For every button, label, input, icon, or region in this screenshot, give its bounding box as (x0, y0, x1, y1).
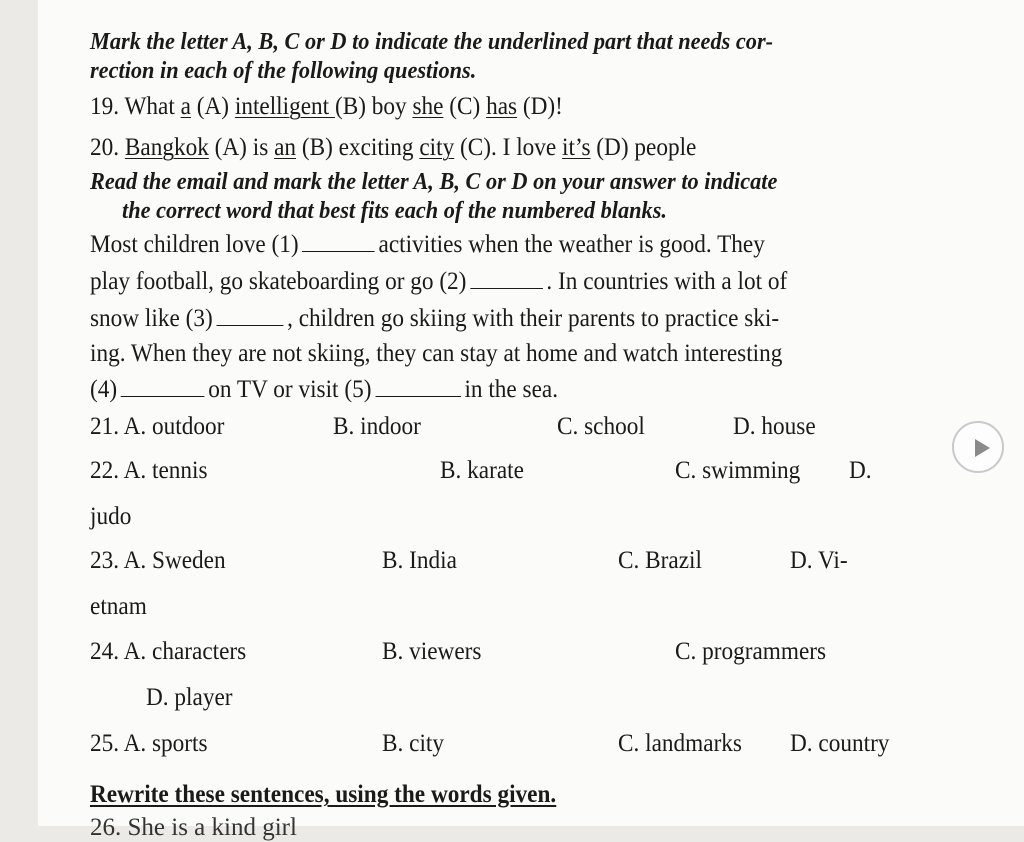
rewrite-heading: Rewrite these sentences, using the words given. (90, 781, 557, 808)
q24-option-c: C. programmers (675, 638, 827, 665)
q23-option-d-wrap: etnam (90, 593, 147, 620)
q25-option-a: 25. A. sports (90, 730, 208, 757)
q21-option-a: 21. A. outdoor (90, 413, 225, 440)
q20-option-b: an (274, 134, 297, 161)
instruction-part2-line1: Read the email and mark the letter A, B, C or D on your answer to indicate (90, 169, 778, 195)
instruction-part1-line1: Mark the letter A, B, C or D to indicate the underlined part that needs cor- (90, 29, 774, 55)
q22-option-b: B. karate (440, 457, 524, 484)
blank-5 (375, 376, 461, 397)
q25-option-c: C. landmarks (618, 730, 742, 757)
blank-3 (216, 305, 283, 326)
q22-option-a: 22. A. tennis (90, 457, 208, 484)
q22-option-d: D. (849, 457, 872, 484)
question-20: 20. Bangkok (A) is an (B) exciting city (C). I love it’s (D) people (90, 134, 697, 161)
q24-option-b: B. viewers (382, 638, 482, 665)
q19-option-a: a (180, 93, 191, 120)
instruction-part2-line2: the correct word that best fits each of the numbered blanks. (122, 198, 667, 224)
question-19: 19. What a (A) intelligent (B) boy she (C) has (D)! (90, 93, 563, 120)
passage-line-5: (4) on TV or visit (5) in the sea. (90, 376, 559, 403)
q21-option-d: D. house (733, 413, 816, 440)
q23-option-a: 23. A. Sweden (90, 547, 226, 574)
q22-option-d-wrap: judo (90, 503, 132, 530)
passage-line-4: ing. When they are not skiing, they can stay at home and watch interesting (90, 340, 783, 367)
passage-line-1: Most children love (1) activities when the weather is good. They (90, 231, 765, 258)
q21-option-c: C. school (557, 413, 645, 440)
q24-option-d: D. player (146, 684, 233, 711)
q22-option-c: C. swimming (675, 457, 801, 484)
q23-option-c: C. Brazil (618, 547, 702, 574)
q19-option-b: intelligent (234, 93, 335, 120)
q20-option-c: city (419, 134, 455, 161)
q25-option-d: D. country (790, 730, 890, 757)
blank-4 (121, 376, 205, 397)
q20-option-d: it’s (562, 134, 591, 161)
blank-2 (470, 268, 543, 289)
instruction-part1-line2: rection in each of the following questions. (90, 58, 477, 84)
cutoff-line: 26. She is a kind girl (90, 814, 297, 841)
q23-option-b: B. India (382, 547, 457, 574)
q21-option-b: B. indoor (333, 413, 421, 440)
q19-option-c: she (412, 93, 444, 120)
passage-line-3: snow like (3) , children go skiing with their parents to practice ski- (90, 305, 780, 332)
q20-option-a: Bangkok (124, 134, 209, 161)
q25-option-b: B. city (382, 730, 445, 757)
q19-option-d: has (486, 93, 518, 120)
q23-option-d: D. Vi- (790, 547, 848, 574)
q24-option-a: 24. A. characters (90, 638, 247, 665)
play-button[interactable] (952, 421, 1004, 473)
passage-line-2: play football, go skateboarding or go (2) . In countries with a lot of (90, 268, 788, 295)
blank-1 (302, 231, 375, 252)
